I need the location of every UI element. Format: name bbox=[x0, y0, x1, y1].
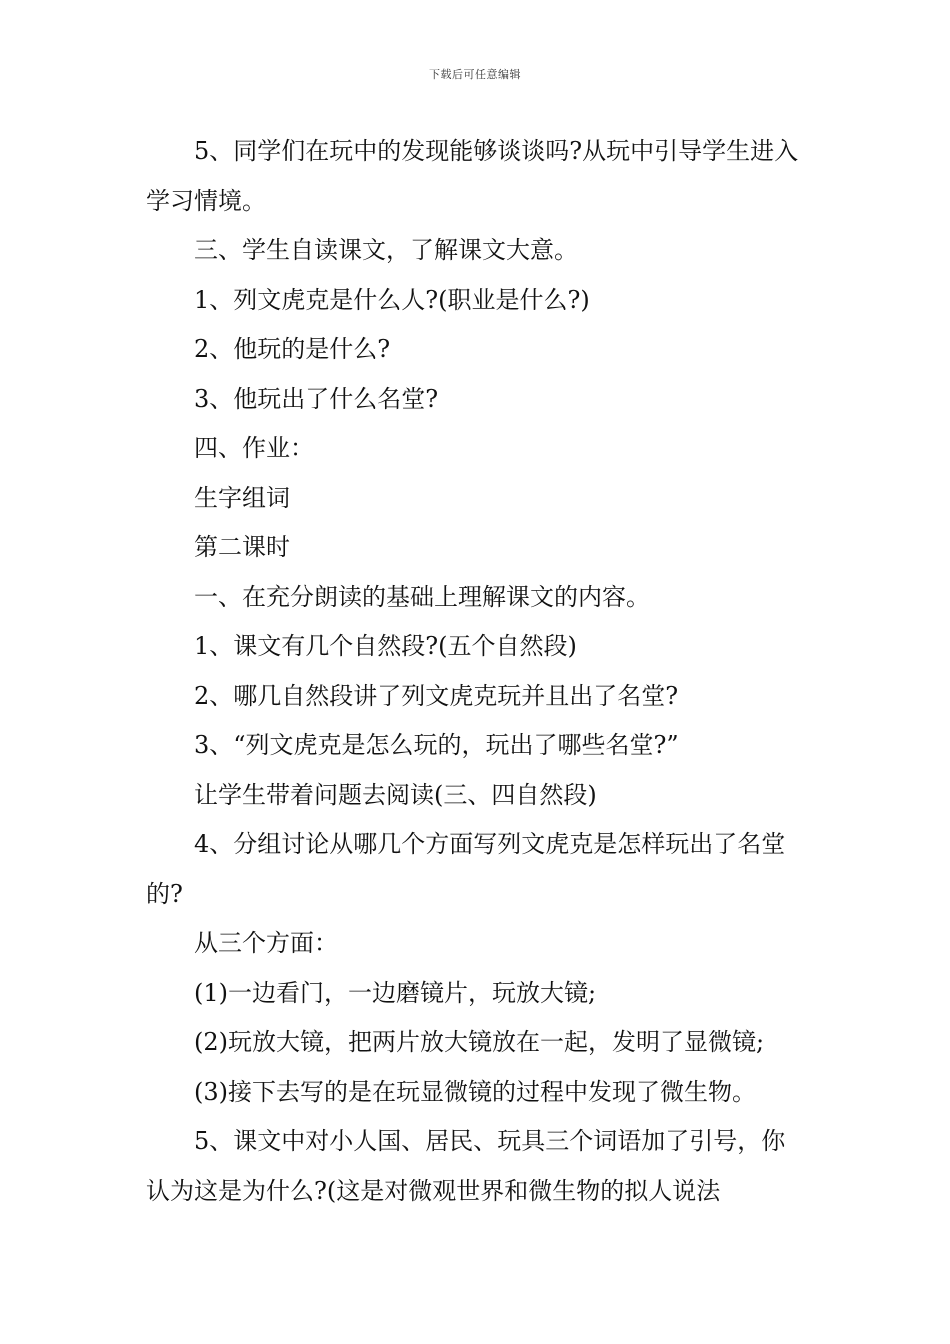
paragraph: 3、他玩出了什么名堂? bbox=[194, 384, 439, 413]
paragraph: 4、分组讨论从哪几个方面写列文虎克是怎样玩出了名堂的? bbox=[146, 830, 786, 908]
paragraph: (2)玩放大镜，把两片放大镜放在一起，发明了显微镜; bbox=[194, 1028, 765, 1056]
paragraph: (1)一边看门，一边磨镜片，玩放大镜; bbox=[194, 978, 597, 1007]
document-body bbox=[146, 127, 806, 1216]
paragraph: 5、课文中对小人国、居民、玩具三个词语加了引号，你认为这是为什么?(这是对微观世界和微生物的拟人说法 bbox=[146, 1127, 786, 1205]
paragraph: 2、他玩的是什么? bbox=[194, 335, 391, 363]
paragraph: (3)接下去写的是在玩显微镜的过程中发现了微生物。 bbox=[194, 1077, 756, 1106]
paragraph: 生字组词 bbox=[194, 483, 290, 512]
paragraph: 三、学生自读课文，了解课文大意。 bbox=[194, 236, 578, 264]
section-heading: 第二课时 bbox=[194, 533, 290, 561]
paragraph: 从三个方面： bbox=[194, 929, 338, 957]
paragraph: 一、在充分朗读的基础上理解课文的内容。 bbox=[194, 582, 650, 611]
paragraph: 让学生带着问题去阅读(三、四自然段) bbox=[194, 780, 597, 809]
paragraph: 1、列文虎克是什么人?(职业是什么?) bbox=[194, 285, 590, 314]
paragraph: 3、“列文虎克是怎么玩的，玩出了哪些名堂?” bbox=[194, 731, 679, 759]
paragraph: 5、同学们在玩中的发现能够谈谈吗?从玩中引导学生进入学习情境。 bbox=[146, 137, 799, 215]
paragraph: 2、哪几自然段讲了列文虎克玩并且出了名堂? bbox=[194, 681, 679, 710]
page-header: 下载后可任意编辑 bbox=[429, 68, 521, 81]
paragraph: 1、课文有几个自然段?(五个自然段) bbox=[194, 632, 577, 660]
paragraph: 四、作业： bbox=[194, 434, 314, 462]
